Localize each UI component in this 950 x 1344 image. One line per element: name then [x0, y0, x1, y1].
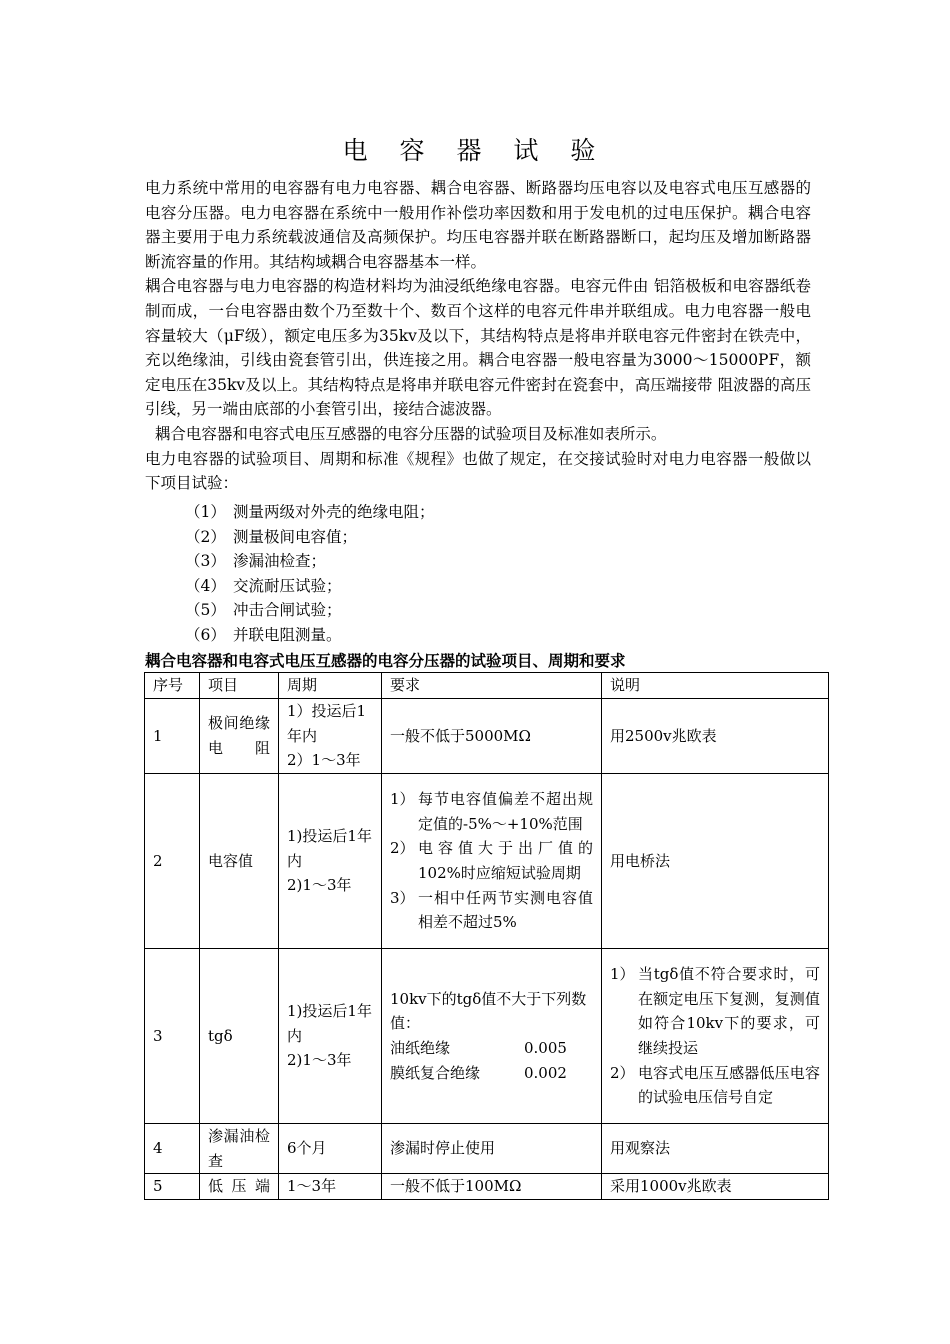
cell-period [279, 949, 382, 1124]
list-item: 2） 电容值大于出厂值的102%时应缩短试验周期 [390, 839, 593, 882]
cell-period: 1～3年 [279, 1174, 382, 1200]
list-item: 1） 当tgδ值不符合要求时，可在额定电压下复测，复测值如符合10kv下的要求，可继续投运 [610, 965, 820, 1057]
cell-requirement [382, 774, 602, 949]
list-item: （2） 测量极间电容值； [185, 527, 358, 546]
requirement-intro: 10kv下的tgδ值不大于下列数值： [390, 989, 587, 1033]
body-text [145, 176, 811, 496]
list-item: 1） 每节电容值偏差不超出规定值的-5%～+10%范围 [390, 790, 593, 833]
cell-requirement: 一般不低于100MΩ [382, 1174, 602, 1200]
header-cell: 序号 [145, 673, 200, 699]
header-cell: 项目 [200, 673, 279, 699]
cell-item: 极间绝缘电阻 [200, 699, 279, 774]
table-row [145, 949, 829, 1124]
cell-note: 采用1000v兆欧表 [602, 1174, 829, 1200]
cell-note [602, 949, 829, 1124]
table-header-row [145, 673, 829, 699]
cell-note: 用观察法 [602, 1124, 829, 1174]
cell-note: 用电桥法 [602, 774, 829, 949]
cell-item: 低压端 [200, 1174, 279, 1200]
table-row [145, 774, 829, 949]
cell-no: 3 [145, 949, 200, 1124]
note-list [610, 962, 820, 1110]
cell-requirement: 一般不低于5000MΩ [382, 699, 602, 774]
cell-item: 渗漏油检查 [200, 1124, 279, 1174]
header-cell: 要求 [382, 673, 602, 699]
test-item-list [185, 500, 435, 648]
page-title: 电 容 器 试 验 [342, 136, 608, 165]
cell-no: 4 [145, 1124, 200, 1174]
cell-item: 电容值 [200, 774, 279, 949]
header-cell: 说明 [602, 673, 829, 699]
paragraph: 耦合电容器和电容式电压互感器的电容分压器的试验项目及标准如表所示。 [145, 424, 667, 443]
cell-no: 1 [145, 699, 200, 774]
period-line: 2)1～3年 [287, 876, 352, 895]
requirement-pair: 油纸绝缘 0.005 [390, 1039, 567, 1057]
requirement-list [390, 787, 593, 935]
cell-requirement [382, 949, 602, 1124]
table-row [145, 1174, 829, 1200]
cell-no: 5 [145, 1174, 200, 1200]
list-item: （6） 并联电阻测量。 [185, 625, 342, 644]
cell-period [279, 699, 382, 774]
table-row [145, 699, 829, 774]
list-item: （3） 渗漏油检查； [185, 552, 327, 571]
list-item: （4） 交流耐压试验； [185, 576, 342, 595]
period-line: 2）1～3年 [287, 751, 361, 770]
test-spec-table [144, 672, 829, 1200]
list-item: （5） 冲击合闸试验； [185, 601, 342, 620]
table-caption: 耦合电容器和电容式电压互感器的电容分压器的试验项目、周期和要求 [145, 652, 626, 670]
requirement-pair: 膜纸复合绝缘 0.002 [390, 1063, 567, 1082]
cell-no: 2 [145, 774, 200, 949]
cell-note: 用2500v兆欧表 [602, 699, 829, 774]
period-line: 1）投运后1年内 [287, 702, 367, 745]
list-item: 3） 一相中任两节实测电容值相差不超过5% [390, 888, 593, 932]
cell-item: tgδ [200, 949, 279, 1124]
cell-period: 6个月 [279, 1124, 382, 1174]
period-line: 1)投运后1年内 [287, 827, 372, 870]
cell-period [279, 774, 382, 949]
header-cell: 周期 [279, 673, 382, 699]
paragraph: 电力电容器的试验项目、周期和标准《规程》也做了规定，在交接试验时对电力电容器一般做以下项目试验： [145, 449, 811, 493]
paragraph: 耦合电容器与电力电容器的构造材料均为油浸纸绝缘电容器。电容元件由 铝箔极板和电容器纸卷制而成，一台电容器由数个乃至数十个、数百个这样的电容元件串并联组成。电力电容器一般电容量较大（μF级），额定电压多为35kv及以下，其结构特点是将串并联电容元件密封在铁壳中，充以绝缘油，引线由瓷套管引出，供连接之用。耦合电容器一般电容量为3000～15000PF，额定电压在35kv及以上。其结构特点是将串并联电容元件密封在瓷套中，高压端接带 阻波器的高压引线，另一端由底部的小套管引出，接结合滤波器。 [145, 277, 811, 419]
period-line: 2)1～3年 [287, 1051, 352, 1070]
paragraph: 电力系统中常用的电容器有电力电容器、耦合电容器、断路器均压电容以及电容式电压互感器的电容分压器。电力电容器在系统中一般用作补偿功率因数和用于发电机的过电压保护。耦合电容器主要用于电力系统载波通信及高频保护。均压电容器并联在断路器断口，起均压及增加断路器断流容量的作用。其结构域耦合电容器基本一样。 [145, 179, 811, 271]
list-item: 2） 电容式电压互感器低压电容的试验电压信号自定 [610, 1063, 820, 1107]
cell-requirement: 渗漏时停止使用 [382, 1124, 602, 1174]
list-item: （1） 测量两级对外壳的绝缘电阻； [185, 503, 435, 521]
period-line: 1)投运后1年内 [287, 1002, 372, 1045]
table-row [145, 1124, 829, 1174]
